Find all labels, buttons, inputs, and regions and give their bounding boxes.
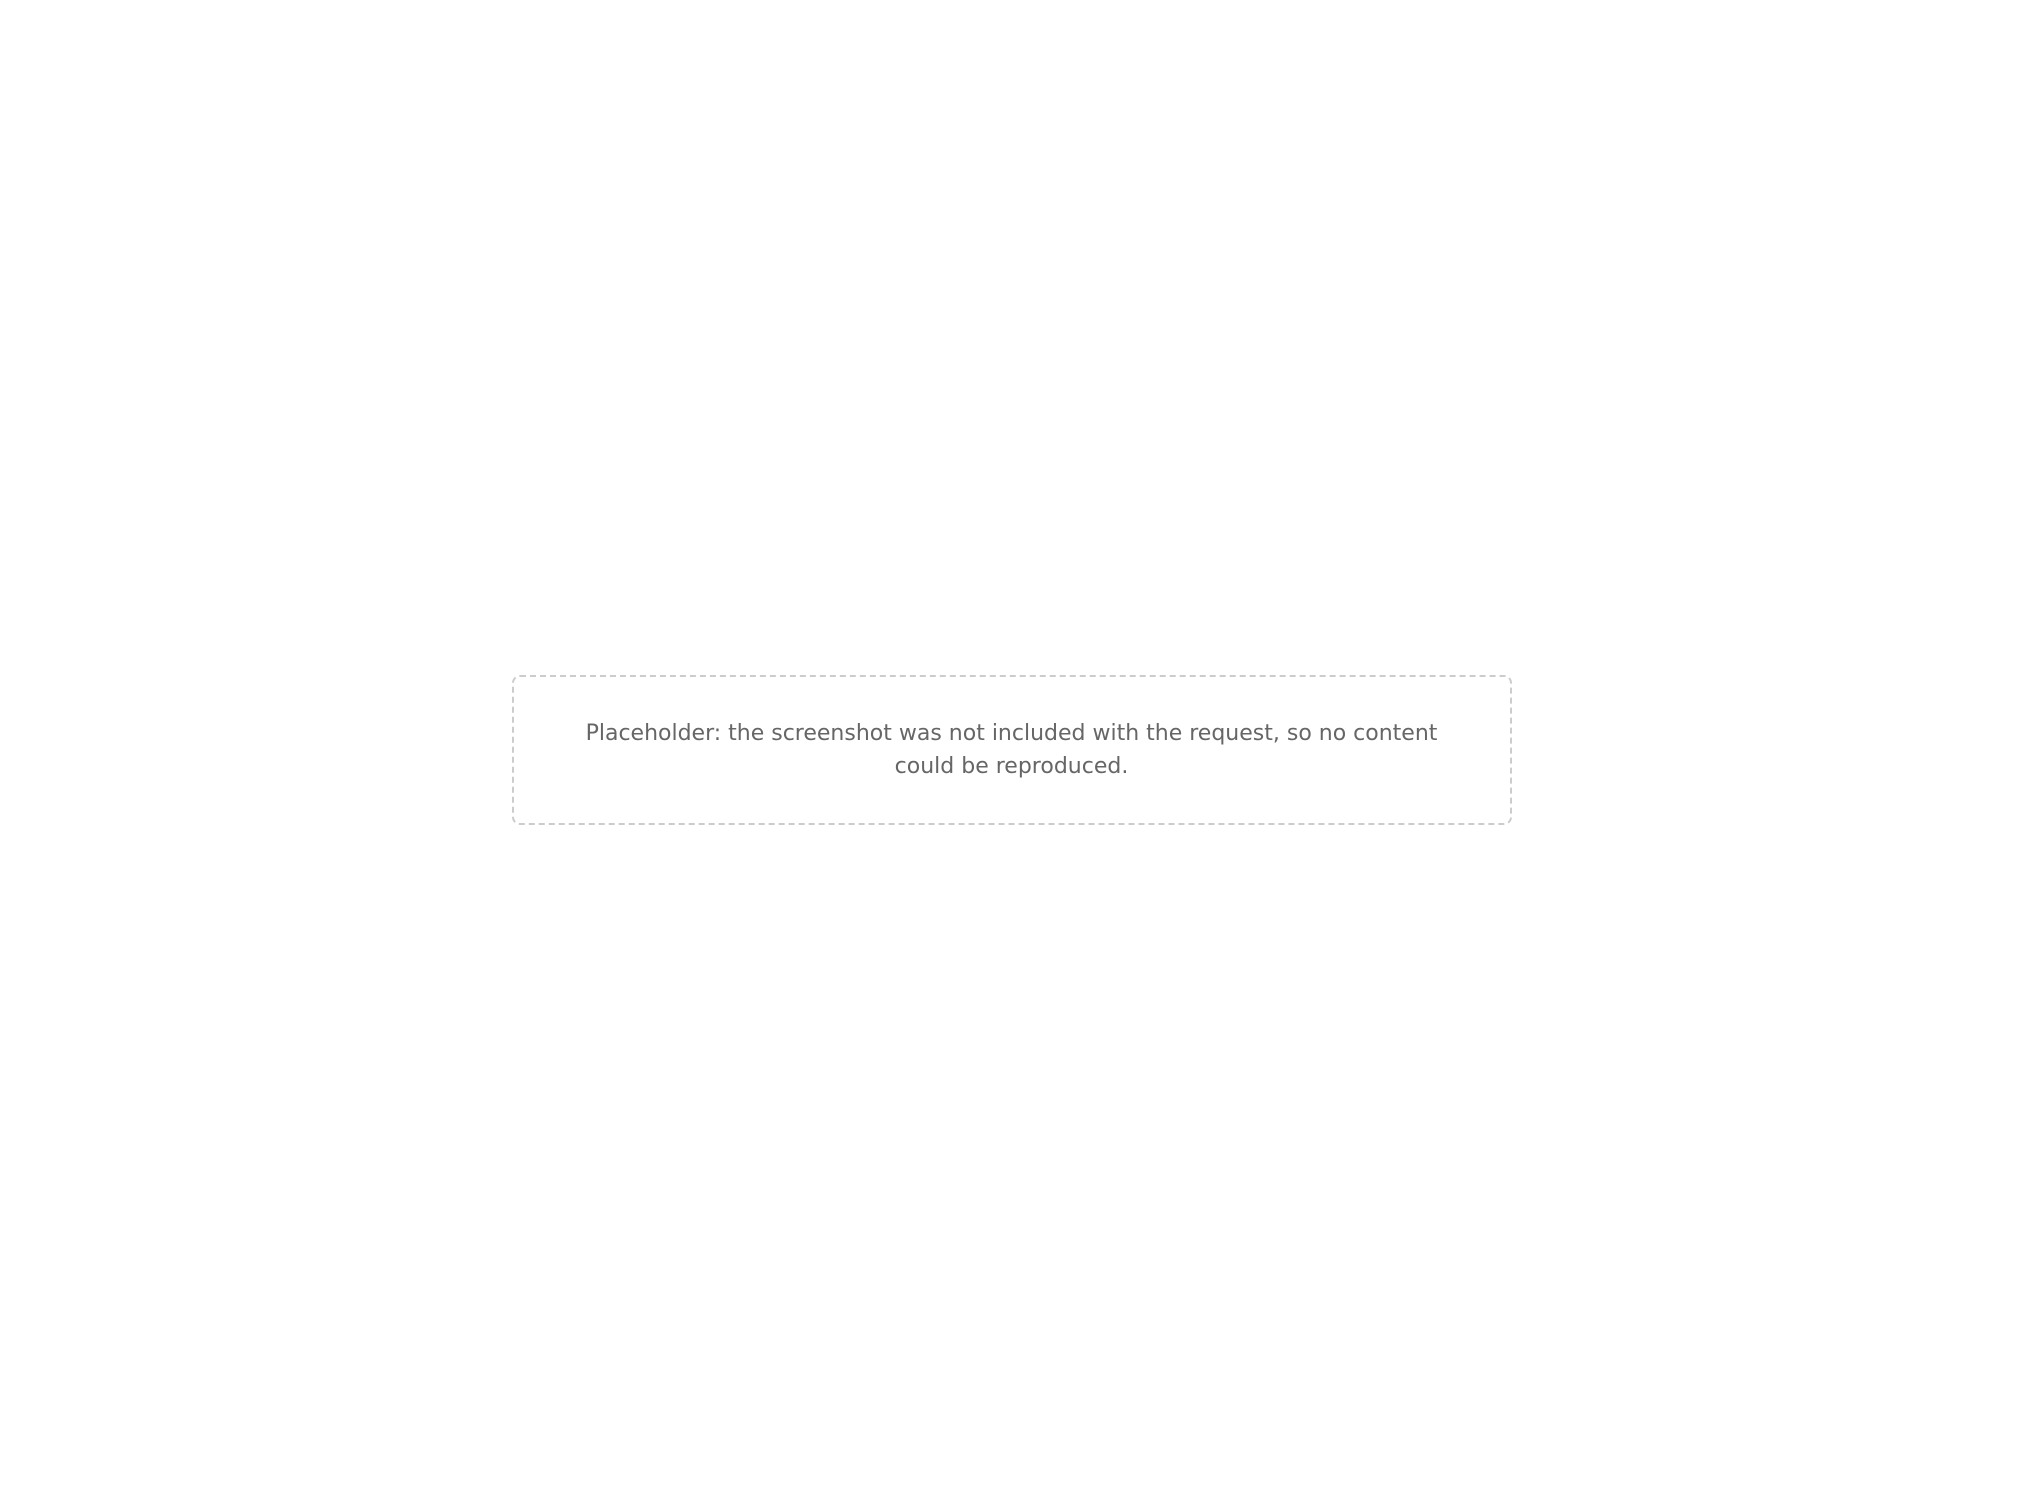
missing-screenshot-notice: Placeholder: the screenshot was not included with the request, so no content could be reproduced. <box>512 675 1512 825</box>
